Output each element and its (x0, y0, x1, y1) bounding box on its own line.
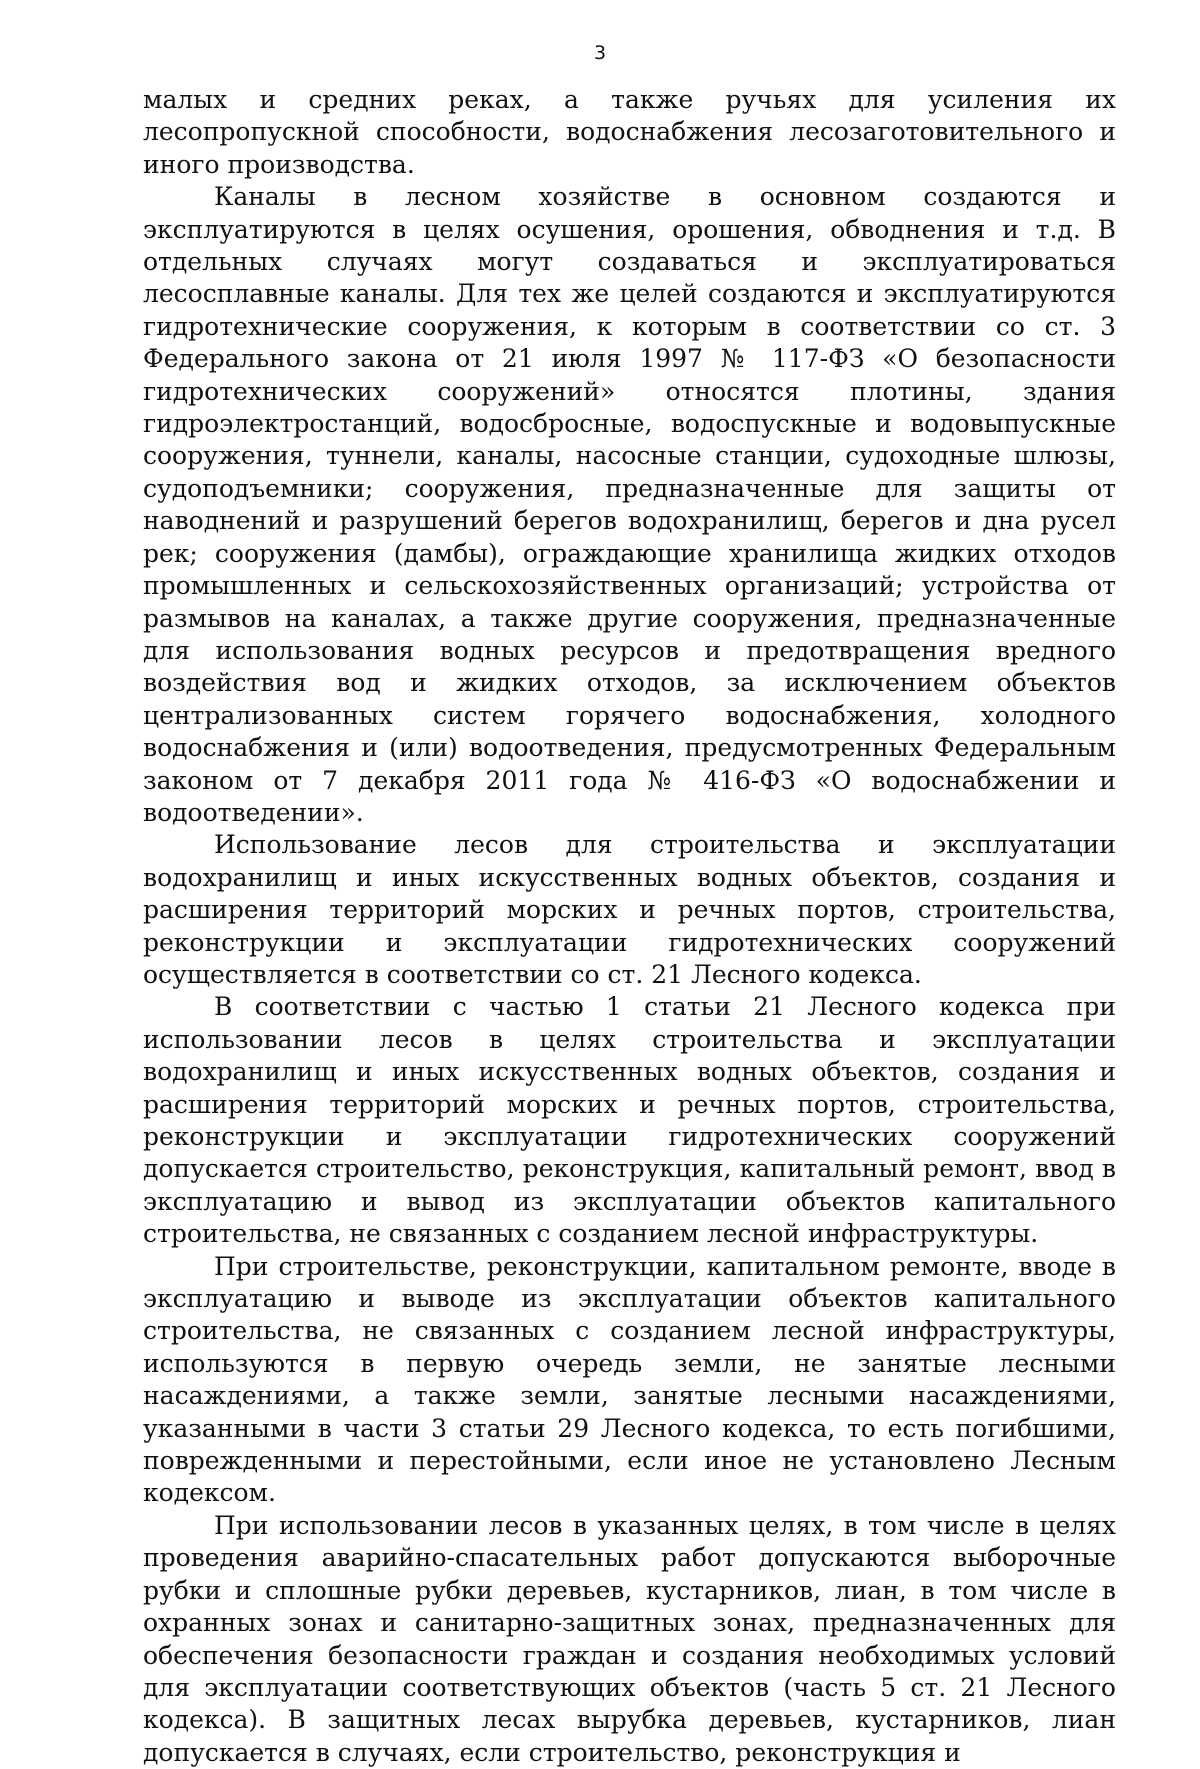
paragraph-canals: Каналы в лесном хозяйстве в основном создаются и эксплуатируются в целях осушения, орошения, обводнения и т.д. В отдельных случаях могут создаваться и эксплуатироваться лесосплавные каналы. Для тех же целей создаются и эксплуатируются гидротехнические сооружения, к которым в соответствии со ст. 3 Федерального закона от 21 июля 1997 № 117-ФЗ «О безопасности гидротехнических сооружений» относятся плотины, здания гидроэлектростанций, водосбросные, водоспускные и водовыпускные сооружения, туннели, каналы, насосные станции, судоходные шлюзы, судоподъемники; сооружения, предназначенные для защиты от наводнений и разрушений берегов водохранилищ, берегов и дна русел рек; сооружения (дамбы), ограждающие хранилища жидких отходов промышленных и сельскохозяйственных организаций; устройства от размывов на каналах, а также другие сооружения, предназначенные для использования водных ресурсов и предотвращения вредного воздействия вод и жидких отходов, за исключением объектов централизованных систем горячего водоснабжения, холодного водоснабжения и (или) водоотведения, предусмотренных Федеральным законом от 7 декабря 2011 года № 416-ФЗ «О водоснабжении и водоотведении». (143, 182, 1116, 827)
paragraph-article-21-part-1: В соответствии с частью 1 статьи 21 Лесного кодекса при использовании лесов в целях строительства и эксплуатации водохранилищ и иных искусственных водных объектов, создания и расширения территорий морских и речных портов, строительства, реконструкции и эксплуатации гидротехнических сооружений допускается строительство, реконструкция, капитальный ремонт, ввод в эксплуатацию и вывод из эксплуатации объектов капитального строительства, не связанных с созданием лесной инфраструктуры. (143, 992, 1116, 1249)
page-number: 3 (593, 42, 607, 64)
paragraph-forest-use: Использование лесов для строительства и эксплуатации водохранилищ и иных искусственных водных объектов, создания и расширения территорий морских и речных портов, строительства, реконструкции и эксплуатации гидротехнических сооружений осуществляется в соответствии со ст. 21 Лесного кодекса. (143, 830, 1116, 989)
paragraph-felling: При использовании лесов в указанных целях, в том числе в целях проведения аварийно-спасательных работ допускаются выборочные рубки и сплошные рубки деревьев, кустарников, лиан, в том числе в охранных зонах и санитарно-защитных зонах, предназначенных для обеспечения безопасности граждан и создания необходимых условий для эксплуатации соответствующих объектов (часть 5 ст. 21 Лесного кодекса). В защитных лесах вырубка деревьев, кустарников, лиан допускается в случаях, если строительство, реконструкция и (143, 1510, 1116, 1767)
document-body (143, 84, 1116, 1769)
paragraph-construction: При строительстве, реконструкции, капитальном ремонте, вводе в эксплуатацию и выводе из эксплуатации объектов капитального строительства, не связанных с созданием лесной инфраструктуры, используются в первую очередь земли, не занятые лесными насаждениями, а также земли, занятые лесными насаждениями, указанными в части 3 статьи 29 Лесного кодекса, то есть погибшими, поврежденными и перестойными, если иное не установлено Лесным кодексом. (143, 1251, 1116, 1508)
paragraph-continuation: малых и средних реках, а также ручьях для усиления их лесопропускной способности, водоснабжения лесозаготовительного и иного производства. (143, 85, 1116, 179)
